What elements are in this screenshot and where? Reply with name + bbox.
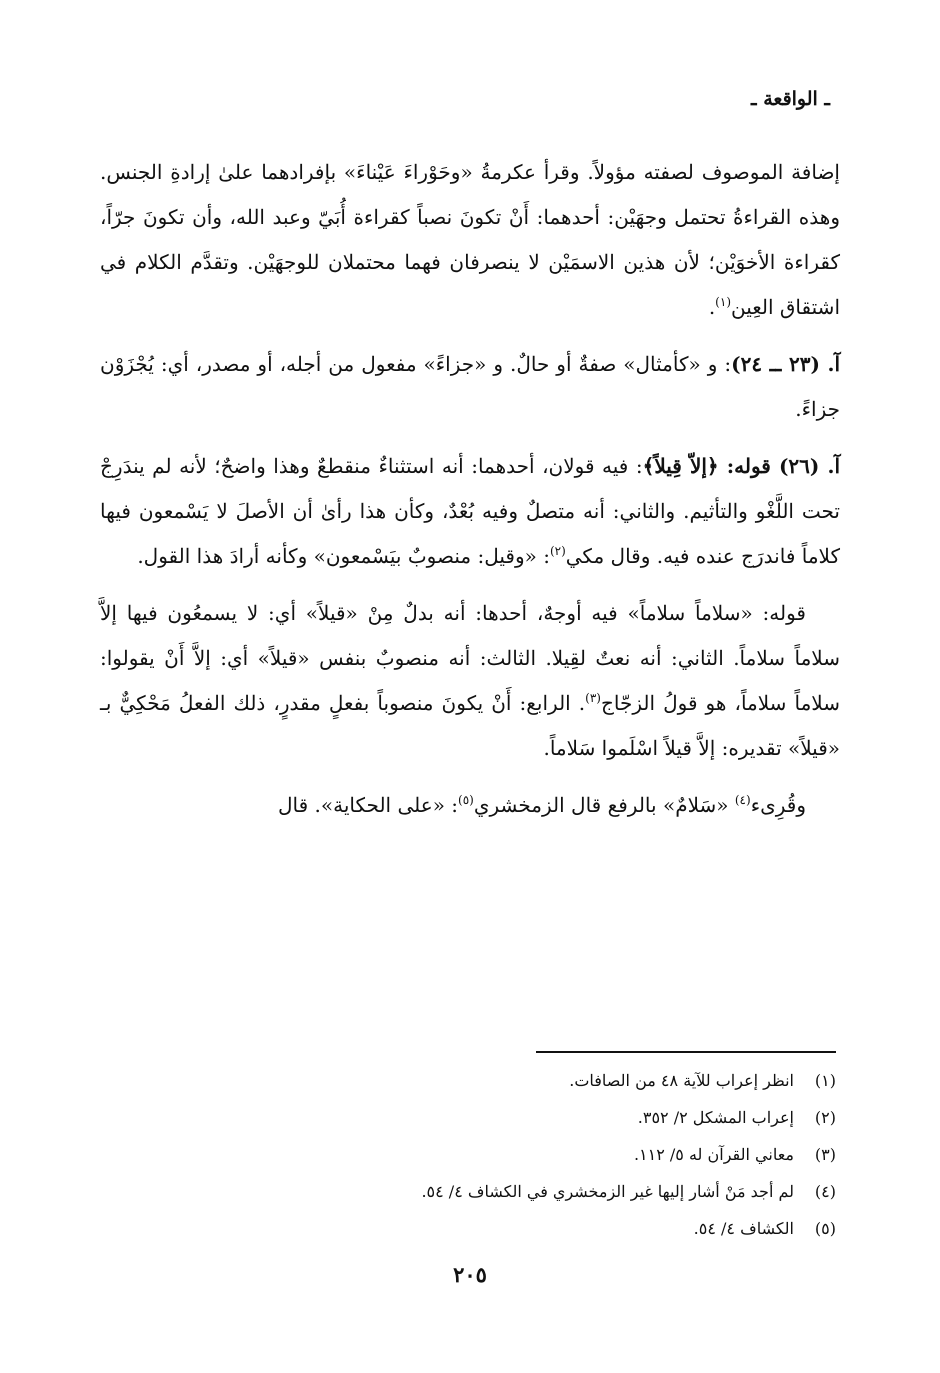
footnote-ref-3: (٣)	[585, 691, 601, 705]
paragraph-text: قوله: «سلاماً سلاماً» فيه أوجهٌ، أحدها: أنه بدلٌ مِنْ «قيلاً» أي: لا يسمعُون فيها إلاَّ سلاماً سلاماً. الثاني: أنه نعتٌ لقِيلا. الثالث: أنه منصوبٌ بنفس «قيلاً» أي: إلاَّ أَنْ يقولوا: سلاماً سلاماً، هو قولُ الزجّاج	[100, 601, 840, 715]
footnotes-list	[100, 1062, 836, 1247]
footnote	[100, 1136, 836, 1173]
paragraph-tail: .	[708, 295, 716, 319]
paragraph-text: : فيه قولان، أحدهما: أنه استثناءٌ منقطعٌ وهذا واضحٌ؛ لأنه لم يندَرِجْ تحت اللَّغْو والتأثيم. والثاني: أنه متصلٌ وفيه بُعْدٌ، وكأن هذا رأىٰ أن الأصلَ لا يَسْمعون فيها كلاماً فاندرَج عنده فيه. وقال مكي	[100, 454, 840, 568]
paragraph-1	[100, 150, 840, 330]
paragraph-tail: . الرابع: أَنْ يكونَ منصوباً بفعلٍ مقدرٍ، ذلك الفعلُ مَحْكِيٌّ بـ «قيلاً» تقديره: إلاَّ قيلاً اسْلَموا سَلاماً.	[100, 691, 840, 760]
footnote-number: (٤)	[814, 1182, 836, 1201]
footnote	[100, 1210, 836, 1247]
footnote-number: (٥)	[814, 1219, 836, 1238]
paragraph-tail: : «وقيل: منصوبٌ بيَسْمعون» وكأنه أرادَ هذا القول.	[137, 544, 550, 568]
footnote-text: معاني القرآن له ٥/ ١١٢.	[633, 1145, 794, 1164]
footnote	[100, 1099, 836, 1136]
footnote-text: انظر إعراب للآية ٤٨ من الصافات.	[569, 1071, 794, 1090]
paragraph-5	[100, 783, 840, 828]
paragraph-text: : و «كأمثال» صفةٌ أو حالٌ. و «جزاءً» مفعول من أجله، أو مصدر، أي: يُجْزَوْن جزاءً.	[100, 352, 840, 421]
body-text	[100, 150, 840, 840]
paragraph-4	[100, 591, 840, 771]
footnote	[100, 1173, 836, 1210]
running-header: ـ الواقعة ـ	[751, 88, 830, 110]
footnote-text: لم أجد مَنْ أشار إليها غير الزمخشري في الكشاف ٤/ ٥٤.	[421, 1182, 794, 1201]
verse-ref: آ. (٢٦) قوله: ﴿إلاّ قِيلاً﴾	[642, 454, 840, 478]
footnote-number: (٣)	[814, 1145, 836, 1164]
footnote-text: الكشاف ٤/ ٥٤.	[693, 1219, 794, 1238]
verse-ref: آ. (٢٣ ــ ٢٤)	[731, 352, 841, 376]
paragraph-text: وقُرِىء	[750, 793, 806, 817]
page-number: ٢٠٥	[453, 1262, 487, 1287]
footnote-text: إعراب المشكل ٢/ ٣٥٢.	[637, 1108, 794, 1127]
paragraph-text: إضافة الموصوف لصفته مؤولاً. وقرأ عكرمةُ «وحَوْراءَ عَيْناءَ» بإفرادهما علىٰ إرادةِ الجنس. وهذه القراءةُ تحتمل وجهَيْن: أحدهما: أَنْ تكونَ نصباً كقراءة أُبَيّ وعبد الله، وأن تكونَ جرّاً، كقراءة الأخوَيْن؛ لأن هذين الاسمَيْن لا ينصرفان فهما محتملان للوجهَيْن. وتقدَّم الكلام في اشتقاق العِين	[100, 160, 840, 319]
paragraph-tail: : «على الحكاية». قال	[277, 793, 459, 817]
paragraph-2	[100, 342, 840, 432]
footnote-ref-4: (٤)	[734, 793, 751, 807]
footnote-number: (١)	[814, 1071, 836, 1090]
paragraph-3	[100, 444, 840, 579]
footnote-ref-2: (٢)	[549, 544, 566, 558]
footnote-ref-5: (٥)	[458, 793, 474, 807]
footnote	[100, 1062, 836, 1099]
paragraph-tail: «سَلامٌ» بالرفع قال الزمخشري	[473, 793, 735, 817]
footnote-number: (٢)	[814, 1108, 836, 1127]
footnote-separator	[536, 1051, 836, 1053]
footnote-ref-1: (١)	[715, 295, 731, 309]
